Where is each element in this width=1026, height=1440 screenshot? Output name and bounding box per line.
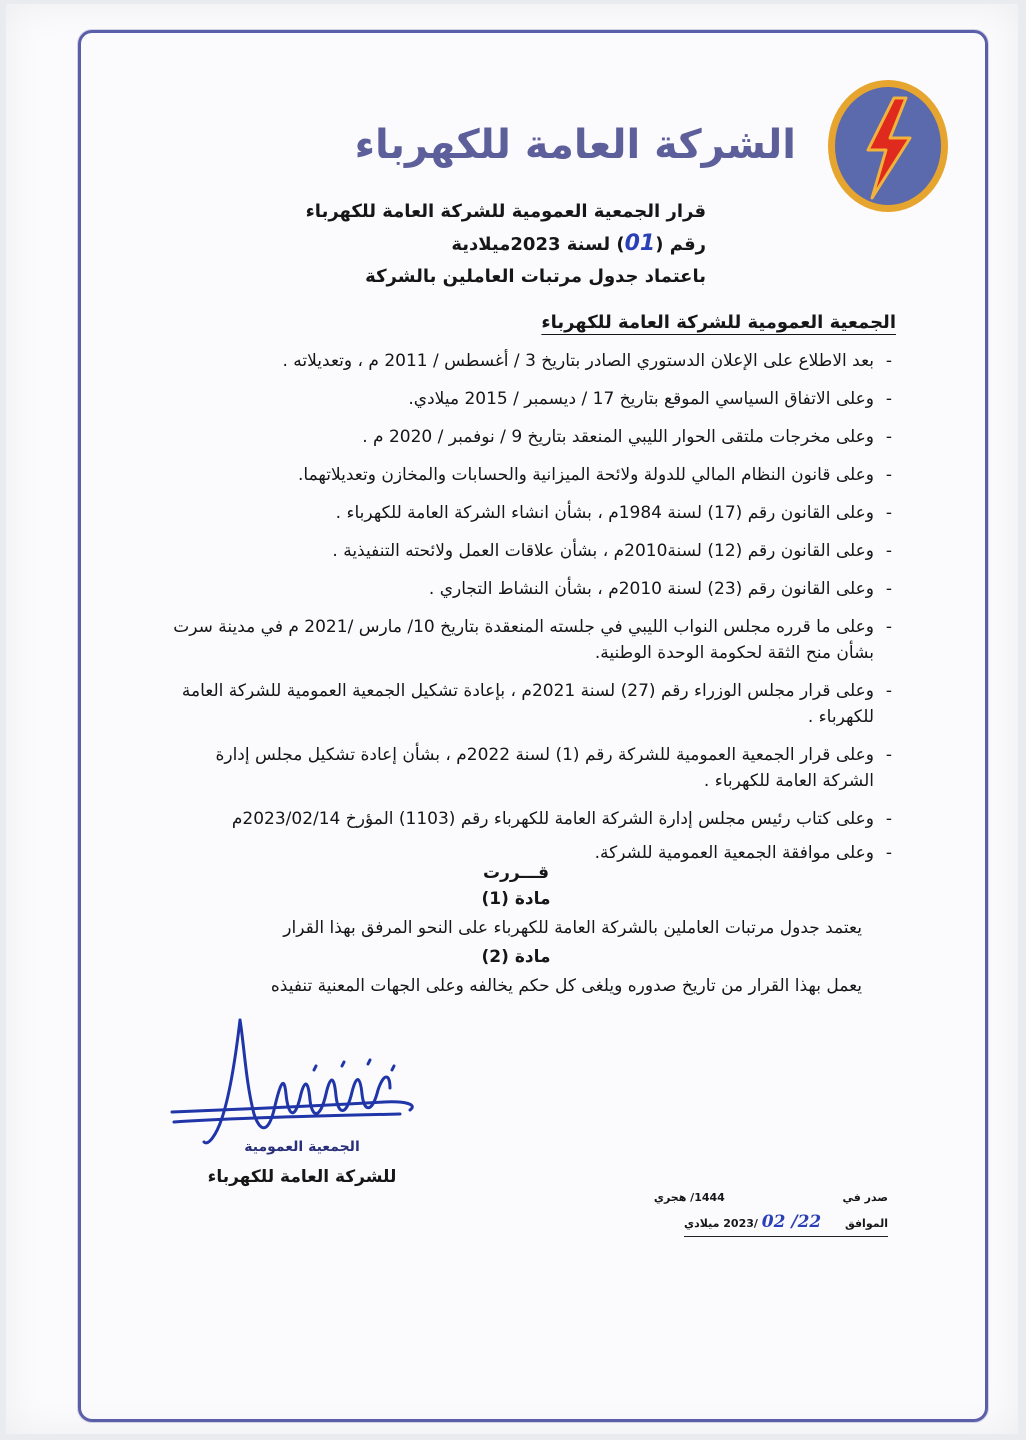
decision-body — [156, 860, 876, 1002]
handwritten-date: 22/ 02 — [761, 1212, 822, 1232]
gregorian-date-line — [684, 1210, 888, 1237]
title-line-1: قرار الجمعية العمومية للشركة العامة للكهرباء — [305, 201, 706, 222]
clause-item: - بعد الاطلاع على الإعلان الدستوري الصادر بتاريخ 3 / أغسطس / 2011 م ، وتعديلاته . — [162, 348, 892, 374]
section-heading: الجمعية العمومية للشركة العامة للكهرباء — [541, 312, 896, 333]
clause-item: - وعلى القانون رقم (23) لسنة 2010م ، بشأن النشاط التجاري . — [162, 576, 892, 602]
lightning-bolt-logo-icon — [824, 76, 952, 216]
clause-item: - وعلى قرار الجمعية العمومية للشركة رقم (1) لسنة 2022م ، بشأن إعادة تشكيل مجلس إدارة الشركة العامة للكهرباء . — [162, 742, 892, 794]
clause-item: - وعلى مخرجات ملتقى الحوار الليبي المنعقد بتاريخ 9 / نوفمبر / 2020 م . — [162, 424, 892, 450]
decision-number: 01 — [624, 231, 656, 256]
article-2-title: مادة (2) — [481, 947, 551, 967]
document-page — [6, 4, 1018, 1434]
hijri-suffix: 1444/ هجري — [653, 1191, 725, 1204]
clause-item: - وعلى قانون النظام المالي للدولة ولائحة الميزانية والحسابات والمخازن وتعديلاتهما. — [162, 462, 892, 488]
decision-heading: قـــررت — [482, 863, 549, 883]
article-1-title: مادة (1) — [481, 889, 551, 909]
clause-item: - وعلى موافقة الجمعية العمومية للشركة. — [162, 840, 892, 866]
signatory-line-2: للشركة العامة للكهرباء — [207, 1167, 397, 1187]
clause-item: - وعلى ما قرره مجلس النواب الليبي في جلسته المنعقدة بتاريخ 10/ مارس /2021 م في مدينة سرت بشأن منح الثقة لحكومة الوحدة الوطنية. — [162, 614, 892, 666]
clause-item: - وعلى كتاب رئيس مجلس إدارة الشركة العامة للكهرباء رقم (1103) المؤرخ 2023/02/14م — [162, 806, 892, 832]
preamble-clauses — [162, 348, 892, 866]
company-name: الشركة العامة للكهرباء — [354, 122, 796, 168]
article-1-text: يعتمد جدول مرتبات العاملين بالشركة العامة للكهرباء على النحو المرفق بهذا القرار — [283, 918, 862, 938]
clause-item: - وعلى الاتفاق السياسي الموقع بتاريخ 17 / ديسمبر / 2015 ميلادي. — [162, 386, 892, 412]
clause-item: - وعلى القانون رقم (17) لسنة 1984م ، بشأن انشاء الشركة العامة للكهرباء . — [162, 500, 892, 526]
gregorian-suffix: /2023 ميلادي — [684, 1217, 758, 1230]
issued-label: صدر في — [842, 1191, 888, 1204]
clause-item: - وعلى القانون رقم (12) لسنة2010م ، بشأن علاقات العمل ولائحته التنفيذية . — [162, 538, 892, 564]
title-line-2: رقم (01) لسنة 2023ميلادية — [451, 231, 706, 256]
clause-item: - وعلى قرار مجلس الوزراء رقم (27) لسنة 2021م ، بإعادة تشكيل الجمعية العمومية للشركة العامة للكهرباء . — [162, 678, 892, 730]
signatory-block — [182, 1132, 422, 1192]
signatory-line-1: الجمعية العمومية — [244, 1139, 360, 1155]
decision-title — [266, 196, 706, 293]
article-2-text: يعمل بهذا القرار من تاريخ صدوره ويلغى كل حكم يخالفه وعلى الجهات المعنية تنفيذه — [270, 976, 862, 996]
title-line-3: باعتماد جدول مرتبات العاملين بالشركة — [365, 266, 706, 287]
corresponding-label: الموافق — [844, 1217, 888, 1230]
issue-date-block — [653, 1186, 888, 1237]
hijri-date-line — [653, 1186, 888, 1210]
